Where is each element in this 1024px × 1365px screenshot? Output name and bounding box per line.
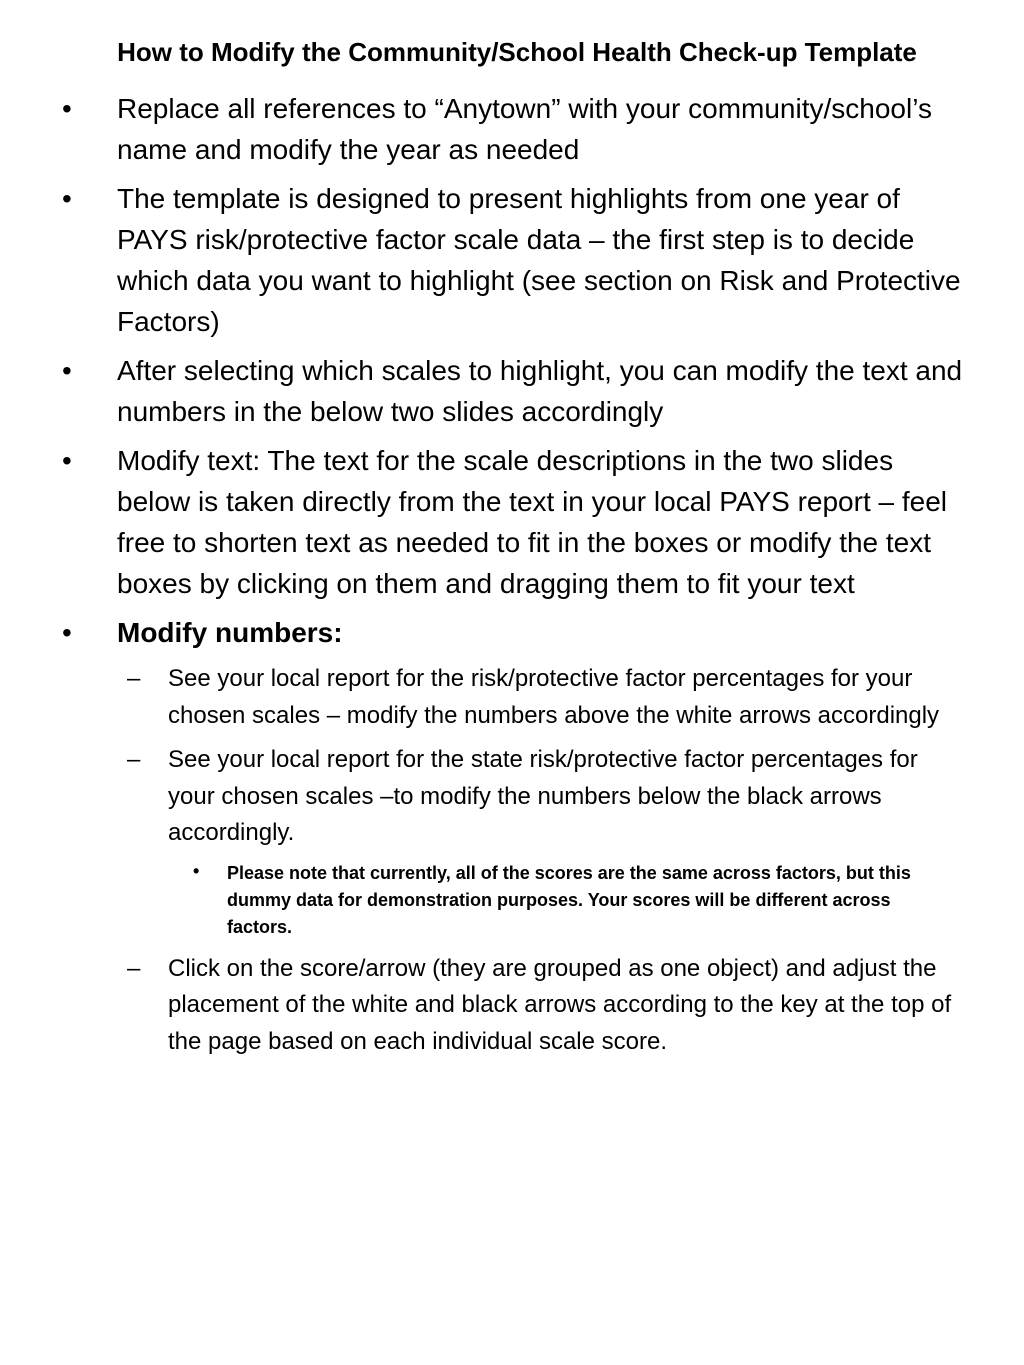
instruction-list bbox=[0, 88, 1024, 1068]
sub-list-item bbox=[0, 951, 1024, 1061]
list-item bbox=[0, 612, 1024, 653]
sub-bullet-text: Click on the score/arrow (they are grouped as one object) and adjust the placement of the white and black arrows according to the key at the top of the page based on each individual scale score. bbox=[168, 954, 952, 1055]
bullet-text: Modify text: The text for the scale descriptions in the two slides below is taken directly from the text in your local PAYS report – feel free to shorten text as needed to fit in the boxes or modify the text boxes by clicking on them and dragging them to fit your text bbox=[117, 445, 948, 599]
bullet-marker: • bbox=[62, 355, 72, 386]
dash-marker: – bbox=[127, 746, 141, 773]
list-item bbox=[0, 88, 1024, 170]
sub-list-item bbox=[0, 742, 1024, 852]
bullet-marker: • bbox=[62, 93, 72, 124]
bullet-marker: • bbox=[62, 617, 72, 648]
bullet-marker: • bbox=[62, 445, 72, 476]
sub-bullet-text: See your local report for the state risk/protective factor percentages for your chosen scales –to modify the numbers below the black arrows accordingly. bbox=[168, 746, 918, 846]
bullet-text: The template is designed to present highlights from one year of PAYS risk/protective factor scale data – the first step is to decide which data you want to highlight (see section on Risk and Protective Factors) bbox=[117, 183, 961, 337]
page-title: How to Modify the Community/School Health Check-up Template bbox=[117, 37, 917, 67]
sub-list-item bbox=[0, 661, 1024, 734]
bullet-text: After selecting which scales to highlight, you can modify the text and numbers in the below two slides accordingly bbox=[117, 355, 963, 427]
bullet-text-heading: Modify numbers: bbox=[117, 617, 343, 648]
note-item bbox=[0, 860, 1024, 941]
list-item bbox=[0, 350, 1024, 432]
dash-marker: – bbox=[127, 665, 141, 692]
list-item bbox=[0, 440, 1024, 604]
bullet-marker: • bbox=[62, 183, 72, 214]
bullet-marker: • bbox=[193, 860, 200, 881]
bullet-text: Replace all references to “Anytown” with your community/school’s name and modify the year as needed bbox=[117, 93, 932, 165]
sub-bullet-text: See your local report for the risk/protective factor percentages for your chosen scales – modify the numbers above the white arrows accordingly bbox=[168, 665, 940, 729]
list-item bbox=[0, 178, 1024, 342]
dash-marker: – bbox=[127, 954, 141, 982]
note-text: Please note that currently, all of the scores are the same across factors, but this dummy data for demonstration purposes. Your scores will be different across factors. bbox=[227, 862, 911, 937]
